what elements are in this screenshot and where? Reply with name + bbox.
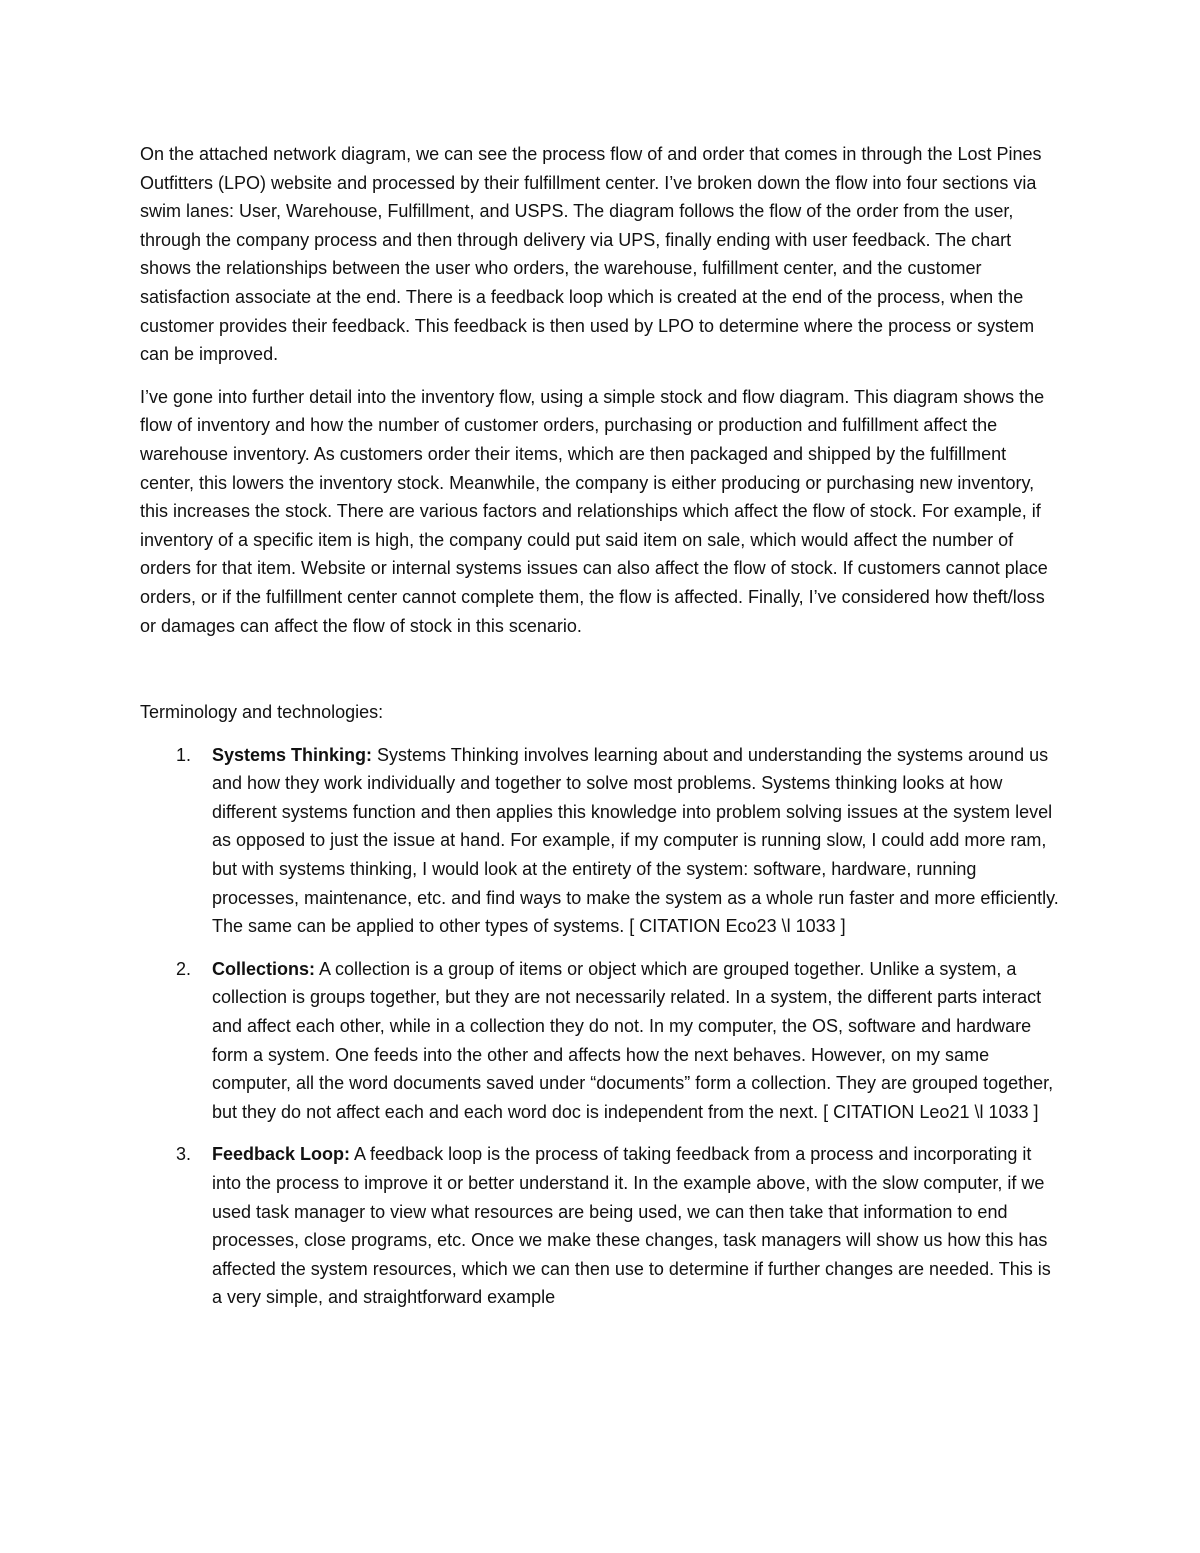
term-label: Systems Thinking: [212, 744, 373, 765]
list-number: 2. [176, 958, 192, 979]
section-spacer [140, 654, 1060, 698]
term-label: Collections: [212, 958, 316, 979]
term-label: Feedback Loop: [212, 1144, 351, 1165]
list-number: 1. [176, 744, 192, 765]
list-item-collections [140, 955, 1060, 1127]
term-definition: A feedback loop is the process of taking feedback from a process and incorporating it into the process to improve it or better understand it. In the example above, with the slow computer, if we used task manager to view what resources are being used, we can then take that information to end processes, close programs, etc. Once we make these changes, task managers will show us how this has affected the system resources, which we can then use to determine if further changes are needed. This is a very simple, and straightforward example [212, 1144, 1051, 1308]
list-item-systems-thinking [140, 741, 1060, 941]
section-heading: Terminology and technologies: [140, 702, 384, 723]
paragraph-inventory-flow: I’ve gone into further detail into the inventory flow, using a simple stock and flow diagram. This diagram shows the flow of inventory and how the number of customer orders, purchasing or production and fulfillment affect the warehouse inventory. As customers order their items, which are then packaged and shipped by the fulfillment center, this lowers the inventory stock. Meanwhile, the company is either producing or purchasing new inventory, this increases the stock. There are various factors and relationships which affect the flow of stock. For example, if inventory of a specific item is high, the company could put said item on sale, which would affect the number of orders for that item. Website or internal systems issues can also affect the flow of stock. If customers cannot place orders, or if the fulfillment center cannot complete them, the flow is affected. Finally, I’ve considered how theft/loss or damages can affect the flow of stock in this scenario. [140, 386, 1048, 636]
paragraph-network-diagram: On the attached network diagram, we can see the process flow of and order that comes in through the Lost Pines Outfitters (LPO) website and processed by their fulfillment center. I’ve broken down the flow into four sections via swim lanes: User, Warehouse, Fulfillment, and USPS. The diagram follows the flow of the order from the user, through the company process and then through delivery via UPS, finally ending with user feedback. The chart shows the relationships between the user who orders, the warehouse, fulfillment center, and the customer satisfaction associate at the end. There is a feedback loop which is created at the end of the process, when the customer provides their feedback. This feedback is then used by LPO to determine where the process or system can be improved. [140, 144, 1042, 365]
list-number: 3. [176, 1144, 192, 1165]
term-definition: A collection is a group of items or object which are grouped together. Unlike a system, a collection is groups together, but they are not necessarily related. In a system, the different parts interact and affect each other, while in a collection they do not. In my computer, the OS, software and hardware form a system. One feeds into the other and affects how the next behaves. However, on my same computer, all the word documents saved under “documents” form a collection. They are grouped together, but they do not affect each and each word doc is independent from the next. [ CITATION Leo21 \l 1033 ] [212, 958, 1054, 1122]
list-item-feedback-loop [140, 1140, 1060, 1312]
terminology-list [140, 741, 1060, 1312]
term-definition: Systems Thinking involves learning about and understanding the systems around us and how they work individually and together to solve most problems. Systems thinking looks at how different systems function and then applies this knowledge into problem solving issues at the system level as opposed to just the issue at hand. For example, if my computer is running slow, I could add more ram, but with systems thinking, I would look at the entirety of the system: software, hardware, running processes, maintenance, etc. and find ways to make the system as a whole run faster and more efficiently. The same can be applied to other types of systems. [ CITATION Eco23 \l 1033 ] [212, 744, 1059, 937]
document-body [140, 140, 1060, 1326]
